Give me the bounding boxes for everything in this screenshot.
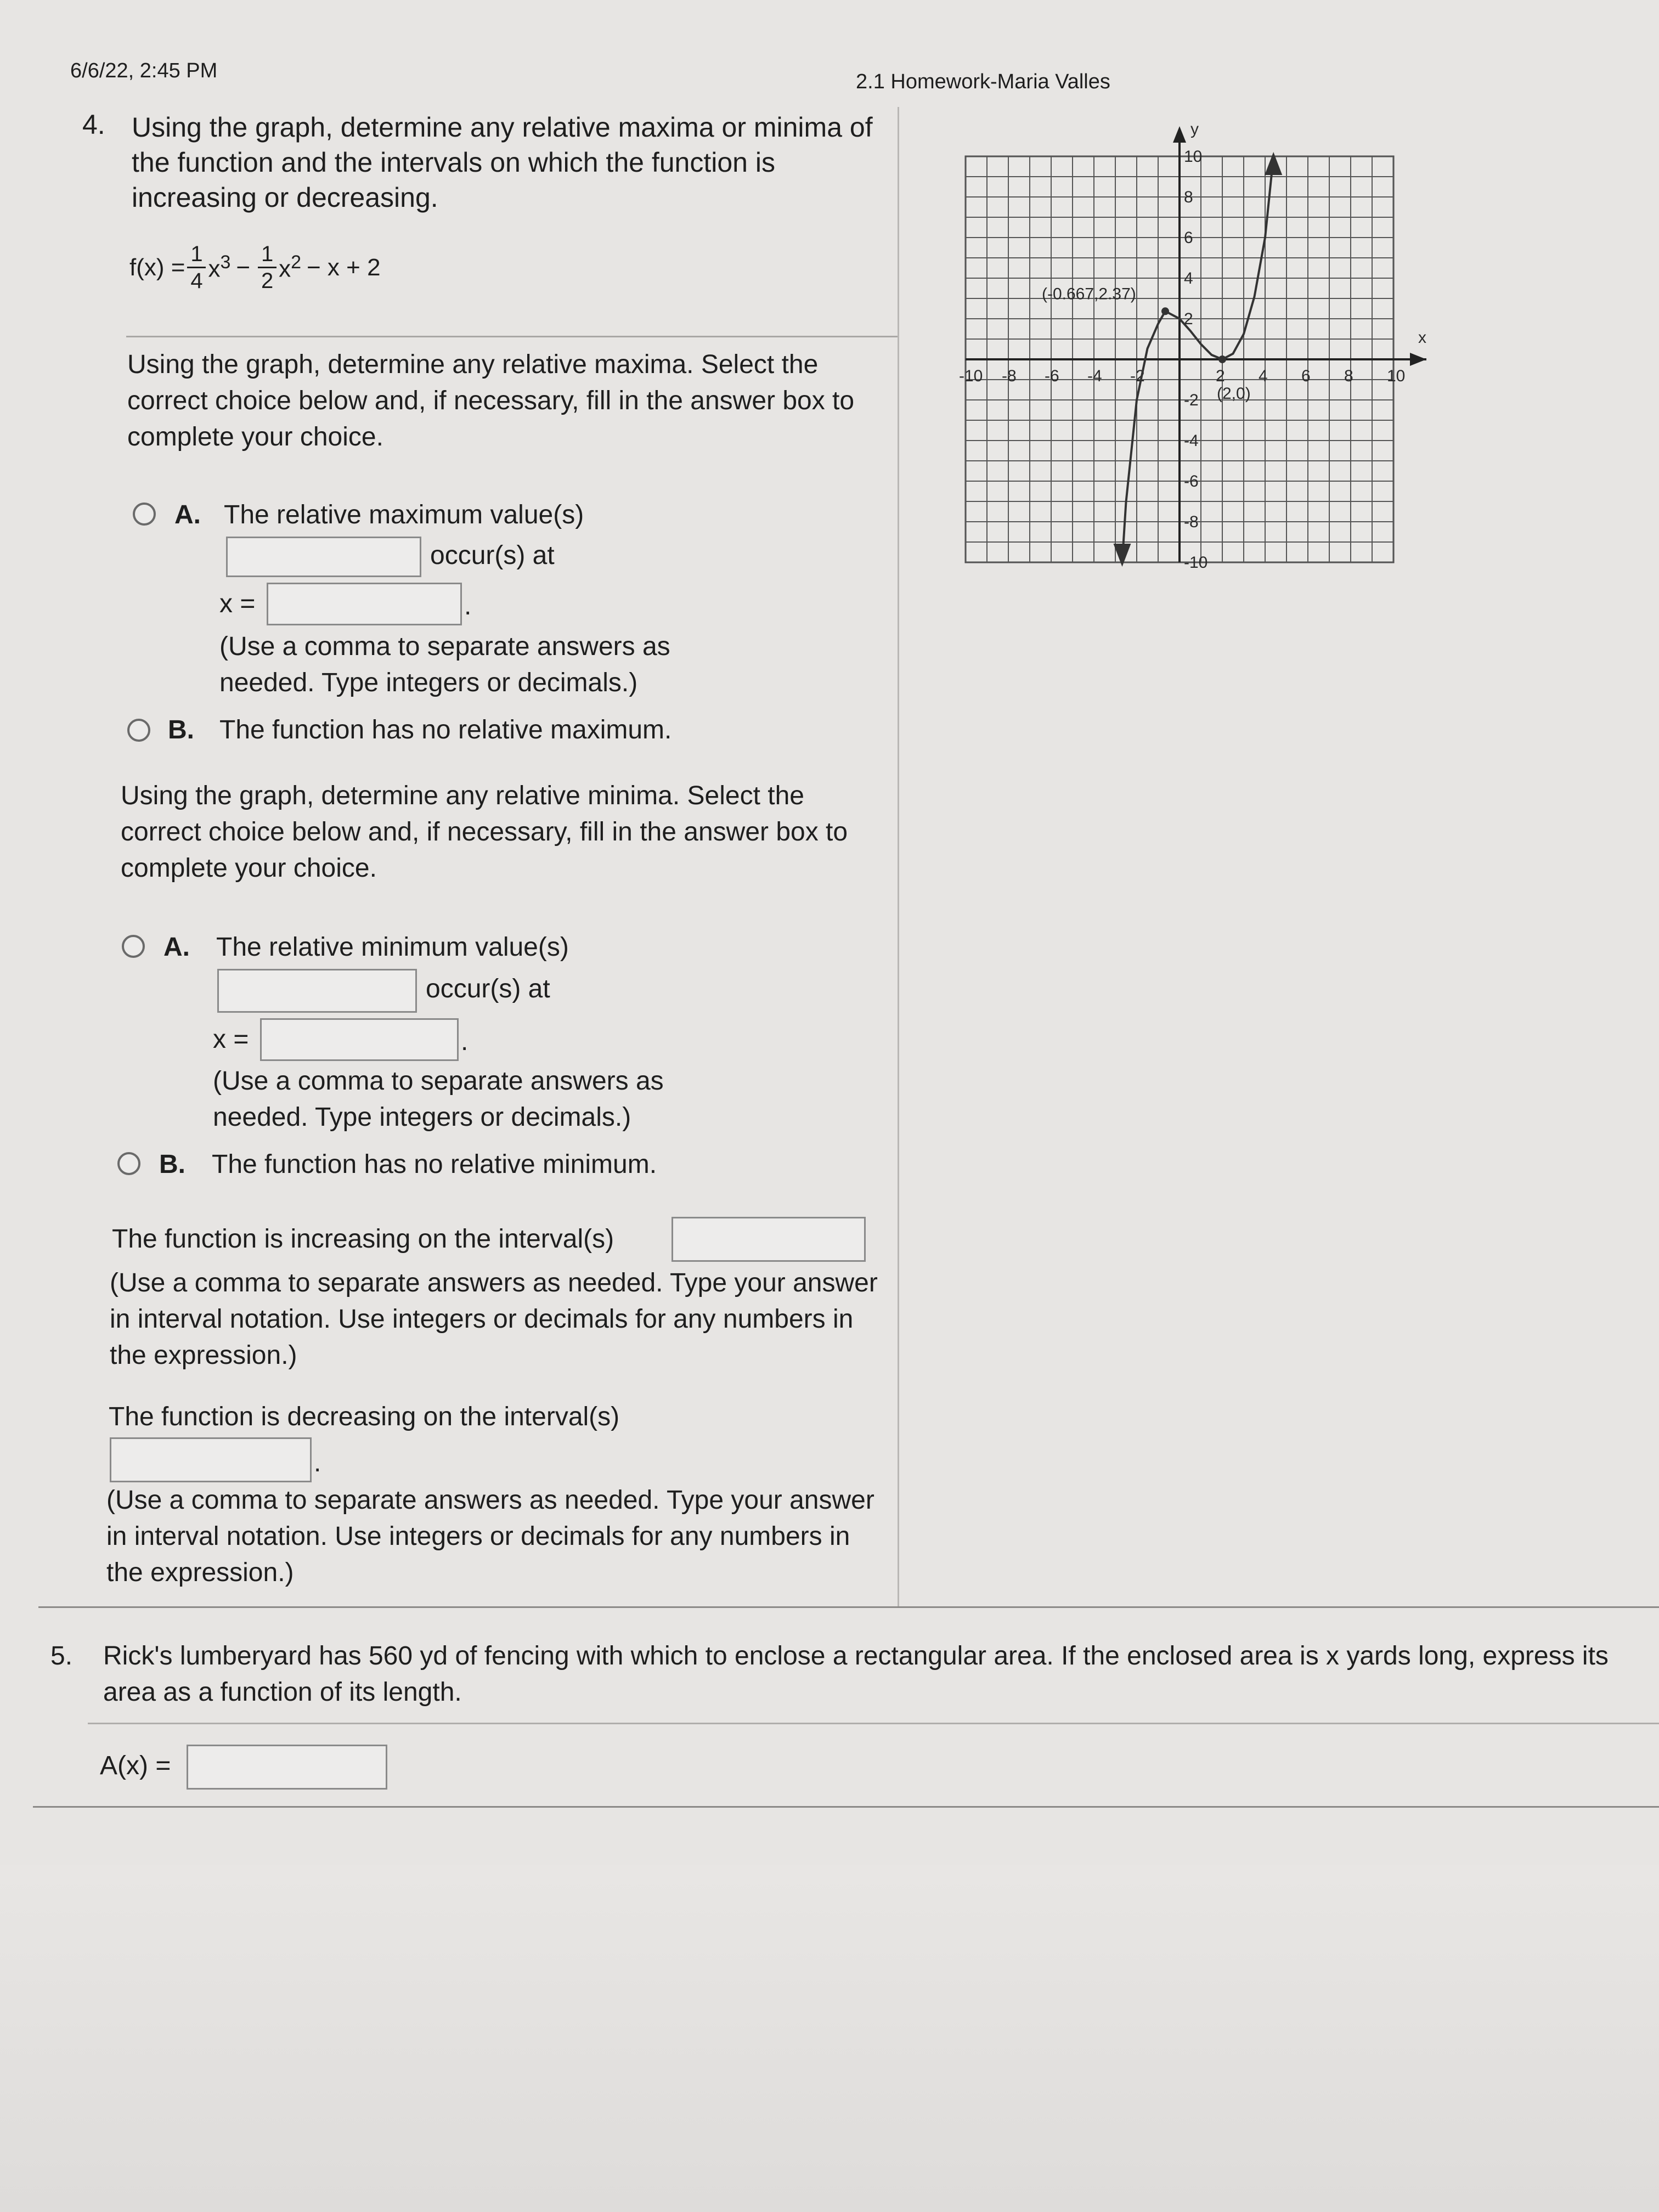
y-tick-label: -8 xyxy=(1184,513,1199,531)
paper-background xyxy=(0,1865,1659,2212)
max-x-equals: x = xyxy=(219,589,256,618)
term2-exponent: 2 xyxy=(291,252,301,273)
max-option-a-letter: A. xyxy=(174,500,201,529)
decreasing-interval-note: (Use a comma to separate answers as needed. Type your answer in interval notation. Use integers or decimals for any numbers in the expression.) xyxy=(106,1486,874,1587)
max-option-b-radio[interactable] xyxy=(127,719,150,742)
frac1-denominator: 4 xyxy=(190,269,203,293)
increasing-interval-input[interactable] xyxy=(672,1217,866,1262)
y-tick-label: -6 xyxy=(1184,472,1199,490)
y-tick-label: -10 xyxy=(1184,554,1208,572)
increasing-interval-note: (Use a comma to separate answers as needed. Type your answer in interval notation. Use integers or decimals for any numbers in the expression.) xyxy=(110,1268,878,1370)
increasing-label: The function is increasing on the interval(s) xyxy=(112,1224,614,1254)
min-occurs-at: occur(s) at xyxy=(426,974,550,1003)
formula-divider xyxy=(126,336,898,337)
decreasing-label: The function is decreasing on the interval(s) xyxy=(109,1402,620,1431)
x-tick-label: 10 xyxy=(1387,367,1406,385)
y-tick-label: -4 xyxy=(1184,432,1199,450)
term2-base: x xyxy=(279,255,291,283)
min-comma-note: (Use a comma to separate answers as needed. Type integers or decimals.) xyxy=(213,1066,664,1132)
frac1-numerator: 1 xyxy=(190,242,203,266)
fraction-one-quarter xyxy=(187,241,206,294)
question-4-number: 4. xyxy=(82,109,105,140)
minima-prompt: Using the graph, determine any relative minima. Select the correct choice below and, if necessary, fill in the answer box to complete your choice. xyxy=(121,781,848,883)
min-option-b-letter: B. xyxy=(159,1150,185,1179)
max-option-b-text: The function has no relative maximum. xyxy=(219,715,672,744)
y-tick-label: 2 xyxy=(1184,310,1193,328)
max-option-a-text: The relative maximum value(s) xyxy=(224,500,584,529)
frac2-denominator: 2 xyxy=(261,269,274,293)
x-tick-label: -10 xyxy=(959,367,983,385)
assignment-title: 2.1 Homework-Maria Valles xyxy=(856,70,1110,93)
x-axis-arrow-icon xyxy=(1410,353,1426,366)
maxima-prompt: Using the graph, determine any relative maxima. Select the correct choice below and, if necessary, fill in the answer box to complete your choice. xyxy=(127,350,855,452)
y-tick-label: 10 xyxy=(1184,148,1203,166)
max-x-period: . xyxy=(464,591,472,620)
question-divider xyxy=(38,1606,1659,1608)
max-x-input[interactable] xyxy=(267,583,462,625)
x-tick-label: 4 xyxy=(1259,367,1268,385)
q5-prompt-divider xyxy=(88,1723,1659,1724)
decreasing-interval-input[interactable] xyxy=(110,1437,312,1482)
x-tick-label: 2 xyxy=(1216,367,1225,385)
question-4-prompt: Using the graph, determine any relative maxima or minima of the function and the intervals on which the function is increasing or decreasing. xyxy=(132,112,873,213)
print-datetime: 6/6/22, 2:45 PM xyxy=(70,59,218,82)
min-x-equals: x = xyxy=(213,1025,249,1054)
function-graph xyxy=(955,118,1437,579)
x-tick-label: -4 xyxy=(1087,367,1102,385)
question-5-prompt: Rick's lumberyard has 560 yd of fencing with which to enclose a rectangular area. If the enclosed area is x yards long, express its area as a function of its length. xyxy=(103,1641,1609,1707)
term-x-squared xyxy=(279,252,301,283)
y-tick-label: 4 xyxy=(1184,269,1193,287)
minus-sign: − xyxy=(236,253,251,281)
relative-min-label: (2,0) xyxy=(1217,385,1251,403)
area-function-label: A(x) = xyxy=(100,1751,171,1780)
x-axis-label: x xyxy=(1418,329,1426,347)
function-formula xyxy=(129,241,381,294)
min-x-period: . xyxy=(461,1027,469,1056)
term1-base: x xyxy=(208,255,221,283)
min-option-a-letter: A. xyxy=(163,933,190,962)
min-option-b-text: The function has no relative minimum. xyxy=(212,1150,657,1179)
frac2-numerator: 1 xyxy=(261,242,274,266)
relative-max-label: (-0.667,2.37) xyxy=(1041,285,1136,303)
function-prefix: f(x) = xyxy=(129,253,185,281)
relative-min-point xyxy=(1218,356,1226,363)
x-tick-label: 6 xyxy=(1301,367,1311,385)
max-option-a-radio[interactable] xyxy=(133,503,156,526)
x-tick-label: 8 xyxy=(1344,367,1353,385)
max-option-b-letter: B. xyxy=(168,715,194,744)
x-tick-label: -6 xyxy=(1045,367,1059,385)
term-x-cubed xyxy=(208,252,230,283)
decreasing-period: . xyxy=(314,1448,321,1477)
min-option-b-radio[interactable] xyxy=(117,1152,140,1175)
y-tick-label: 8 xyxy=(1184,188,1193,206)
y-tick-label: 6 xyxy=(1184,229,1193,247)
function-tail: − x + 2 xyxy=(307,253,381,281)
question-5-number: 5. xyxy=(50,1641,73,1671)
term1-exponent: 3 xyxy=(220,252,231,273)
area-function-input[interactable] xyxy=(187,1745,387,1790)
min-option-a-radio[interactable] xyxy=(122,935,145,958)
max-comma-note: (Use a comma to separate answers as needed. Type integers or decimals.) xyxy=(219,632,670,697)
column-divider xyxy=(898,107,899,1607)
x-tick-label: -8 xyxy=(1002,367,1017,385)
y-tick-label: -2 xyxy=(1184,391,1199,409)
relative-max-point xyxy=(1161,307,1169,315)
max-value-input[interactable] xyxy=(226,537,421,577)
max-occurs-at: occur(s) at xyxy=(430,541,555,570)
min-option-a-text: The relative minimum value(s) xyxy=(216,933,569,962)
min-x-input[interactable] xyxy=(260,1018,459,1061)
min-value-input[interactable] xyxy=(217,969,417,1013)
x-tick-label: -2 xyxy=(1130,367,1145,385)
q5-bottom-divider xyxy=(33,1806,1659,1808)
fraction-one-half xyxy=(258,241,276,294)
y-axis-label: y xyxy=(1190,120,1199,138)
y-axis-arrow-icon xyxy=(1173,126,1186,143)
